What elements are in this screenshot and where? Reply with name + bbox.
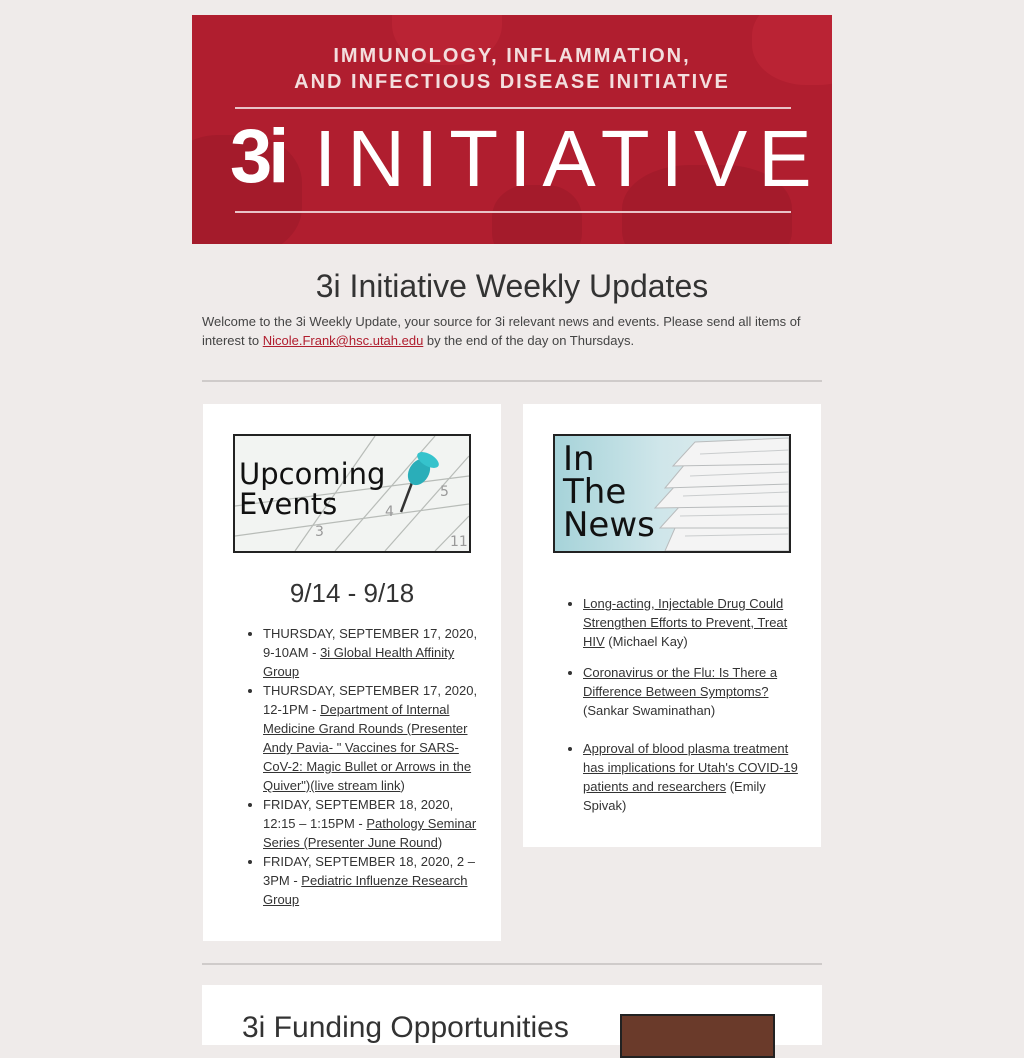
banner-divider [235, 107, 791, 109]
event-link[interactable]: Pediatric Influenze Research Group [263, 873, 468, 907]
event-datetime: THURSDAY, SEPTEMBER 17, 2020, 9-10AM - [263, 626, 478, 660]
news-item [583, 663, 805, 720]
section-divider [202, 963, 822, 965]
events-image-text-line2: Events [239, 487, 338, 521]
event-link[interactable]: Department of Internal Medicine Grand Rounds (Presenter Andy Pavia- " Vaccines for SARS-CoV-2: Magic Bullet or Arrows in the Quiver")(live stream link [263, 702, 472, 793]
news-image-text-line3: News [563, 505, 655, 545]
banner-wordmark: INITIATIVE [314, 114, 823, 203]
svg-text:3: 3 [315, 524, 324, 540]
page-title: 3i Initiative Weekly Updates [315, 268, 709, 304]
contact-email-link[interactable]: Nicole.Frank@hsc.utah.edu [262, 333, 424, 348]
svg-text:5: 5 [440, 484, 449, 500]
header-banner [192, 15, 832, 244]
event-datetime: FRIDAY, SEPTEMBER 18, 2020, 2 – 3PM - [263, 854, 475, 888]
event-item [263, 795, 483, 852]
event-item [263, 681, 483, 795]
in-the-news-image [553, 434, 791, 553]
pushpin-icon [395, 450, 445, 520]
intro-after: by the end of the day on Thursdays. [423, 333, 635, 348]
news-link[interactable]: Coronavirus or the Flu: Is There a Difference Between Symptoms? [583, 665, 778, 699]
banner-subtitle-line2: AND INFECTIOUS DISEASE INITIATIVE [294, 71, 730, 93]
event-datetime: FRIDAY, SEPTEMBER 18, 2020, 12:15 – 1:15PM - [263, 797, 454, 831]
news-image-text-line2: The [563, 472, 627, 512]
events-card [203, 404, 501, 941]
banner-logo: 3i [230, 114, 286, 199]
event-datetime: THURSDAY, SEPTEMBER 17, 2020, 12-1PM - [263, 683, 478, 717]
event-link[interactable]: 3i Global Health Affinity Group [263, 645, 455, 679]
funding-title: 3i Funding Opportunities [242, 1011, 569, 1044]
news-author: (Emily Spivak) [583, 779, 766, 813]
event-item [263, 852, 483, 909]
funding-image [620, 1014, 775, 1058]
news-author: (Sankar Swaminathan) [583, 703, 716, 718]
news-item [583, 739, 805, 815]
svg-text:11: 11 [450, 534, 468, 550]
section-divider [202, 380, 822, 382]
events-list [243, 624, 483, 909]
upcoming-events-image [233, 434, 471, 553]
news-image-text-line1: In [563, 439, 595, 479]
intro-before: Welcome to the 3i Weekly Update, your source for 3i relevant news and events. Please send all items of interest to [202, 314, 801, 348]
news-link[interactable]: Approval of blood plasma treatment has implications for Utah's COVID-19 patients and researchers [583, 741, 798, 794]
news-item [583, 594, 805, 651]
events-date-range: 9/14 - 9/18 [289, 578, 415, 608]
funding-card [202, 985, 822, 1045]
event-link[interactable]: Pathology Seminar Series (Presenter June Round [263, 816, 477, 850]
news-card [523, 404, 821, 847]
banner-divider [235, 211, 791, 213]
svg-text:4: 4 [385, 504, 394, 520]
news-list [563, 594, 805, 815]
event-suffix: ) [400, 778, 405, 793]
event-item [263, 624, 483, 681]
news-author: (Michael Kay) [604, 634, 688, 649]
banner-subtitle-line1: IMMUNOLOGY, INFLAMMATION, [333, 45, 691, 67]
events-image-text-line1: Upcoming [239, 457, 386, 491]
intro-text [202, 312, 822, 350]
event-suffix: ) [437, 835, 443, 850]
news-link[interactable]: Long-acting, Injectable Drug Could Strengthen Efforts to Prevent, Treat HIV [583, 596, 788, 649]
